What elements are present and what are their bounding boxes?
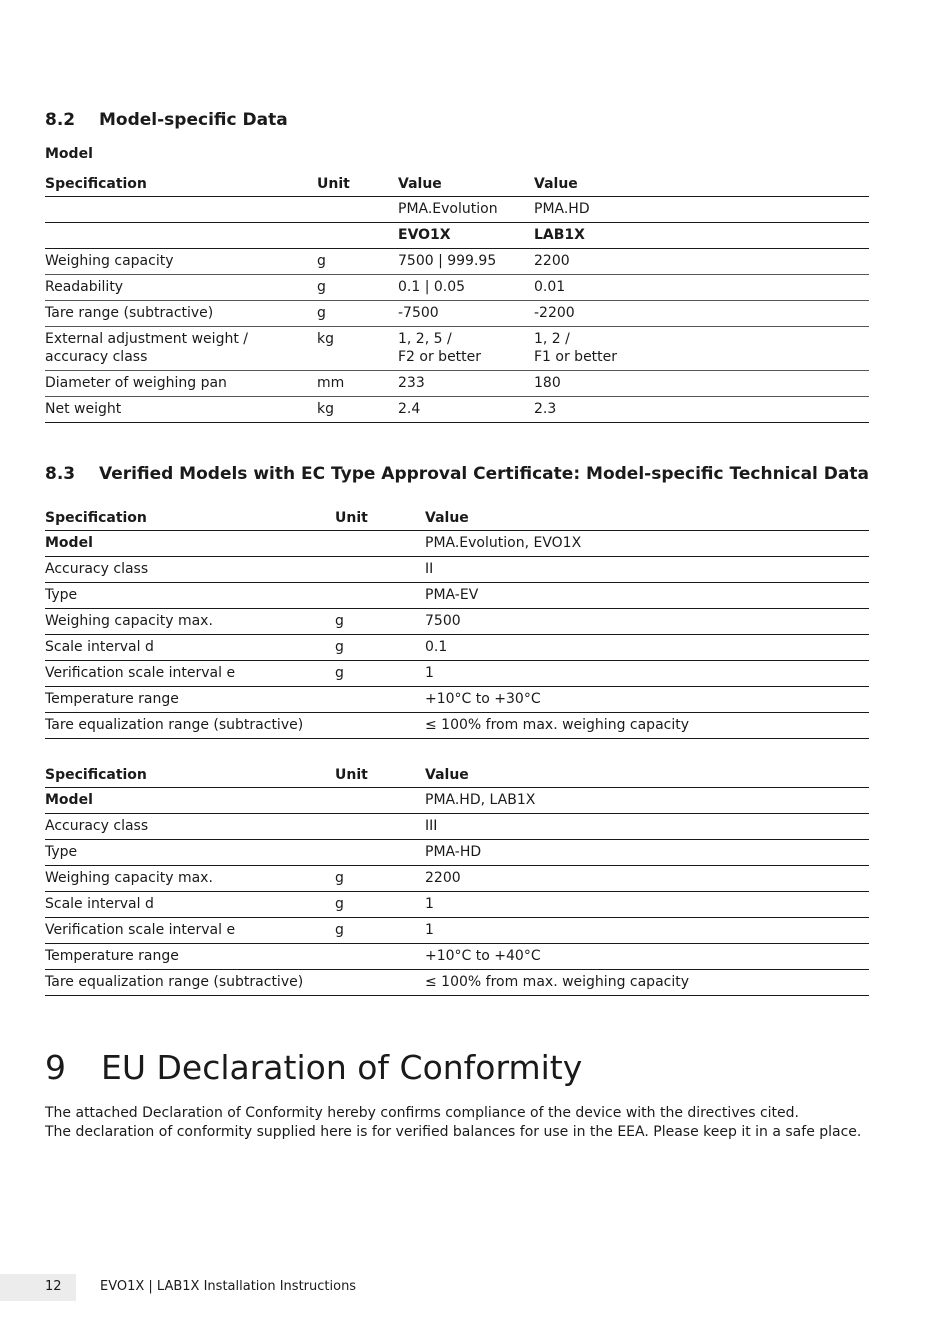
cell [317,327,398,371]
cell: PMA-EV [425,583,869,609]
cell: g [317,275,398,301]
table-header-row [45,174,869,197]
cell: 0.1 | 0.05 [398,275,534,301]
cell [317,223,398,249]
table-row [45,609,869,635]
cell-line: accuracy class [45,349,148,365]
cell: PMA-HD [425,840,869,866]
table-row [45,713,869,739]
table-row [45,970,869,996]
table-row [45,788,869,814]
table-row [45,557,869,583]
cell: 1 [425,918,869,944]
cell [335,713,425,739]
header-value: Value [534,174,869,197]
table-row [45,918,869,944]
conformity-paragraph [45,1104,905,1142]
cell: ≤ 100% from max. weighing capacity [425,970,869,996]
cell [45,223,317,249]
table-header-row [45,508,869,531]
cell-line: 1, 2, 5 / [398,331,452,347]
cell [45,327,317,371]
cell: 1 [425,892,869,918]
cell: g [335,609,425,635]
table-row [45,814,869,840]
cell: -2200 [534,301,869,327]
section-title: Model-specific Data [99,110,288,130]
cell: PMA.Evolution [398,197,534,223]
table-row [45,661,869,687]
cell: 0.1 [425,635,869,661]
cell: Weighing capacity [45,249,317,275]
cell-line: 1, 2 / [534,331,570,347]
cell: Type [45,583,335,609]
table-row [45,249,869,275]
model-specific-data-table [45,174,869,423]
cell [335,788,425,814]
cell: 0.01 [534,275,869,301]
table-row [45,944,869,970]
cell: -7500 [398,301,534,327]
cell: Type [45,840,335,866]
cell: Verification scale interval e [45,918,335,944]
cell: mm [317,371,398,397]
cell: g [317,249,398,275]
header-specification: Specification [45,508,335,531]
header-specification: Specification [45,765,335,788]
cell: 7500 | 999.95 [398,249,534,275]
cell: g [335,635,425,661]
cell [335,814,425,840]
verified-lab1x-table [45,765,869,996]
cell: kg [317,397,398,423]
cell: g [335,866,425,892]
cell: 1 [425,661,869,687]
table-row [45,866,869,892]
footer-page-tab [0,1274,76,1301]
cell [398,327,534,371]
section-title: Verified Models with EC Type Approval Certificate: Model-specific Technical Data [99,464,869,484]
cell: Weighing capacity max. [45,609,335,635]
table-row [45,197,869,223]
table-row [45,371,869,397]
cell [534,327,869,371]
table-row [45,397,869,423]
table-row [45,892,869,918]
cell: Scale interval d [45,635,335,661]
cell: 2200 [425,866,869,892]
cell: PMA.Evolution, EVO1X [425,531,869,557]
cell [335,531,425,557]
cell: g [317,301,398,327]
table-header-row [45,765,869,788]
cell: 7500 [425,609,869,635]
cell: 2.3 [534,397,869,423]
cell: Tare equalization range (subtractive) [45,713,335,739]
cell-line: kg [317,331,334,347]
section-8-2-heading [45,110,288,130]
paragraph-line: The attached Declaration of Conformity hereby confirms compliance of the device with the directives cited. [45,1105,799,1121]
cell [45,197,317,223]
header-unit: Unit [335,765,425,788]
cell: Weighing capacity max. [45,866,335,892]
header-value: Value [425,765,869,788]
header-unit: Unit [335,508,425,531]
cell: Verification scale interval e [45,661,335,687]
table-row [45,583,869,609]
cell: Net weight [45,397,317,423]
header-value: Value [398,174,534,197]
cell: Model [45,531,335,557]
cell: Readability [45,275,317,301]
cell-line: External adjustment weight / [45,331,248,347]
cell: III [425,814,869,840]
cell: PMA.HD, LAB1X [425,788,869,814]
paragraph-line: The declaration of conformity supplied here is for verified balances for use in the EEA. Please keep it in a safe place. [45,1124,862,1140]
cell: PMA.HD [534,197,869,223]
table-row [45,635,869,661]
section-number: 8.3 [45,464,76,484]
cell: 2.4 [398,397,534,423]
cell: Temperature range [45,944,335,970]
cell [335,687,425,713]
cell: g [335,918,425,944]
cell: Accuracy class [45,814,335,840]
cell: g [335,892,425,918]
cell: Diameter of weighing pan [45,371,317,397]
chapter-9-heading [45,1048,582,1087]
cell: ≤ 100% from max. weighing capacity [425,713,869,739]
cell: EVO1X [398,223,534,249]
section-8-3-heading [45,464,869,484]
cell: g [335,661,425,687]
table-row [45,275,869,301]
cell [335,840,425,866]
cell: 180 [534,371,869,397]
cell: +10°C to +30°C [425,687,869,713]
header-specification: Specification [45,174,317,197]
cell-line: F1 or better [534,349,618,365]
verified-evo1x-table [45,508,869,739]
chapter-number: 9 [45,1048,66,1087]
header-value: Value [425,508,869,531]
cell: Tare equalization range (subtractive) [45,970,335,996]
cell: II [425,557,869,583]
table-row [45,223,869,249]
cell: Accuracy class [45,557,335,583]
cell: +10°C to +40°C [425,944,869,970]
cell: Scale interval d [45,892,335,918]
cell: Tare range (subtractive) [45,301,317,327]
section-number: 8.2 [45,110,76,130]
footer-document-title: EVO1X | LAB1X Installation Instructions [100,1279,357,1294]
cell: 233 [398,371,534,397]
cell: Temperature range [45,687,335,713]
cell: Model [45,788,335,814]
page-number: 12 [45,1279,62,1294]
cell [317,197,398,223]
cell: LAB1X [534,223,869,249]
cell [335,970,425,996]
cell [335,557,425,583]
cell: 2200 [534,249,869,275]
chapter-title: EU Declaration of Conformity [101,1048,583,1087]
table-row [45,531,869,557]
table-row [45,840,869,866]
model-subheading: Model [45,146,93,162]
table-row [45,327,869,371]
header-unit: Unit [317,174,398,197]
table-row [45,687,869,713]
table-row [45,301,869,327]
cell [335,944,425,970]
cell-line: F2 or better [398,349,482,365]
cell [335,583,425,609]
